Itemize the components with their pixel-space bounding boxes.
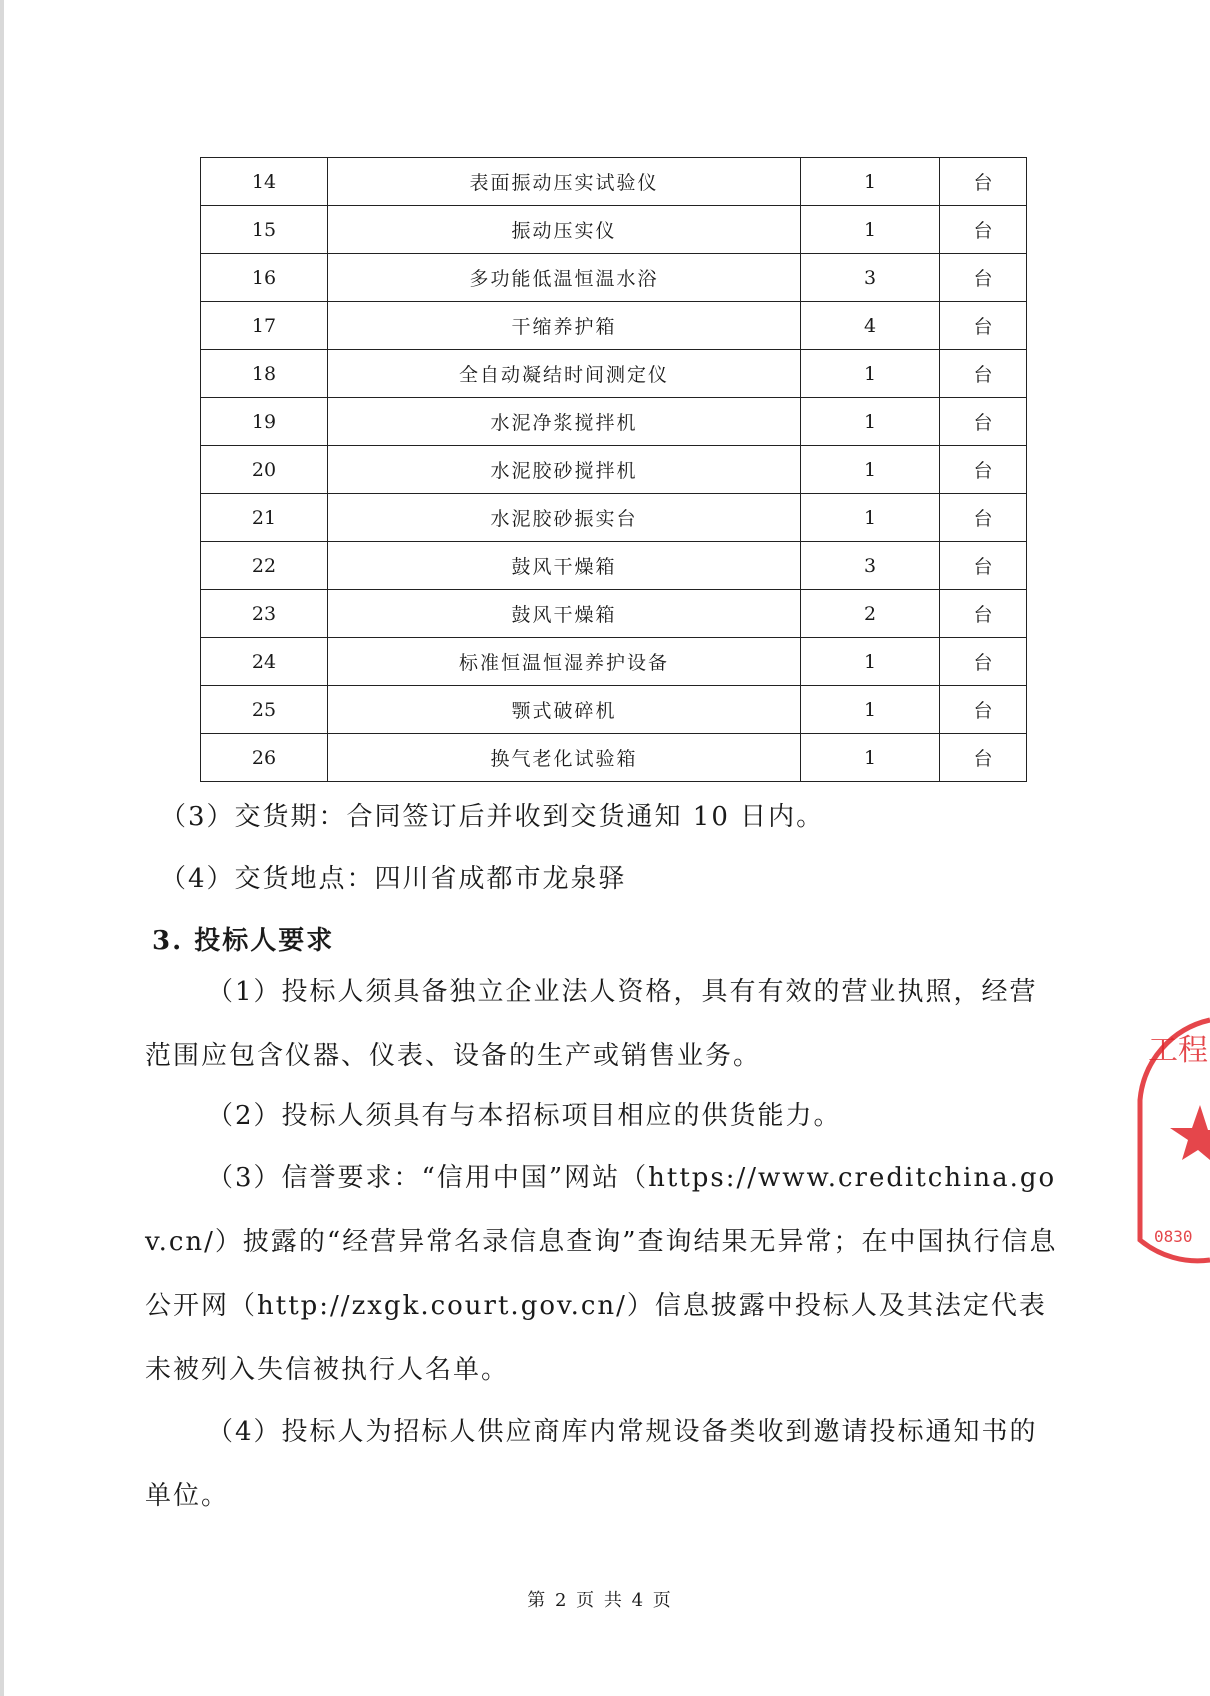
equipment-table bbox=[200, 157, 1027, 782]
row-number: 21 bbox=[201, 494, 328, 542]
page-edge bbox=[0, 0, 4, 1696]
equipment-name: 振动压实仪 bbox=[328, 206, 801, 254]
requirement-2: （2）投标人须具有与本招标项目相应的供货能力。 bbox=[207, 1101, 842, 1131]
unit: 台 bbox=[940, 206, 1027, 254]
row-number: 23 bbox=[201, 590, 328, 638]
quantity: 1 bbox=[801, 734, 940, 782]
quantity: 1 bbox=[801, 638, 940, 686]
quantity: 1 bbox=[801, 158, 940, 206]
quantity: 4 bbox=[801, 302, 940, 350]
requirement-4: （4）投标人为招标人供应商库内常规设备类收到邀请投标通知书的单位。 bbox=[145, 1417, 1038, 1511]
unit: 台 bbox=[940, 494, 1027, 542]
delivery-period: （3）交货期：合同签订后并收到交货通知 10 日内。 bbox=[160, 802, 825, 832]
row-number: 16 bbox=[201, 254, 328, 302]
equipment-name: 水泥胶砂搅拌机 bbox=[328, 446, 801, 494]
table-row bbox=[201, 158, 1027, 206]
row-number: 15 bbox=[201, 206, 328, 254]
unit: 台 bbox=[940, 158, 1027, 206]
section-heading: 3. 投标人要求 bbox=[152, 926, 335, 956]
table-row bbox=[201, 638, 1027, 686]
equipment-name: 干缩养护箱 bbox=[328, 302, 801, 350]
table-row bbox=[201, 686, 1027, 734]
row-number: 19 bbox=[201, 398, 328, 446]
row-number: 22 bbox=[201, 542, 328, 590]
seal-code: 0830 bbox=[1154, 1227, 1193, 1246]
quantity: 1 bbox=[801, 350, 940, 398]
table-row bbox=[201, 494, 1027, 542]
table-row bbox=[201, 302, 1027, 350]
equipment-name: 表面振动压实试验仪 bbox=[328, 158, 801, 206]
equipment-name: 标准恒温恒湿养护设备 bbox=[328, 638, 801, 686]
company-seal bbox=[1140, 1010, 1210, 1270]
seal-text: 工程 bbox=[1148, 1033, 1208, 1068]
equipment-name: 鼓风干燥箱 bbox=[328, 590, 801, 638]
equipment-name: 颚式破碎机 bbox=[328, 686, 801, 734]
table-row bbox=[201, 542, 1027, 590]
equipment-name: 全自动凝结时间测定仪 bbox=[328, 350, 801, 398]
quantity: 1 bbox=[801, 494, 940, 542]
equipment-name: 鼓风干燥箱 bbox=[328, 542, 801, 590]
equipment-name: 多功能低温恒温水浴 bbox=[328, 254, 801, 302]
unit: 台 bbox=[940, 734, 1027, 782]
row-number: 14 bbox=[201, 158, 328, 206]
unit: 台 bbox=[940, 446, 1027, 494]
equipment-name: 水泥净浆搅拌机 bbox=[328, 398, 801, 446]
table-row bbox=[201, 734, 1027, 782]
row-number: 26 bbox=[201, 734, 328, 782]
table-row bbox=[201, 350, 1027, 398]
quantity: 3 bbox=[801, 254, 940, 302]
unit: 台 bbox=[940, 542, 1027, 590]
unit: 台 bbox=[940, 590, 1027, 638]
requirement-1: （1）投标人须具备独立企业法人资格，具有有效的营业执照，经营范围应包含仪器、仪表、设备的生产或销售业务。 bbox=[145, 977, 1038, 1071]
table-row bbox=[201, 398, 1027, 446]
row-number: 20 bbox=[201, 446, 328, 494]
equipment-name: 换气老化试验箱 bbox=[328, 734, 801, 782]
row-number: 18 bbox=[201, 350, 328, 398]
quantity: 3 bbox=[801, 542, 940, 590]
equipment-table-body bbox=[201, 158, 1027, 782]
table-row bbox=[201, 590, 1027, 638]
quantity: 1 bbox=[801, 398, 940, 446]
table-row bbox=[201, 206, 1027, 254]
unit: 台 bbox=[940, 254, 1027, 302]
seal-star bbox=[1170, 1105, 1210, 1160]
unit: 台 bbox=[940, 638, 1027, 686]
row-number: 17 bbox=[201, 302, 328, 350]
unit: 台 bbox=[940, 686, 1027, 734]
row-number: 24 bbox=[201, 638, 328, 686]
quantity: 1 bbox=[801, 686, 940, 734]
quantity: 2 bbox=[801, 590, 940, 638]
quantity: 1 bbox=[801, 446, 940, 494]
delivery-location: （4）交货地点：四川省成都市龙泉驿 bbox=[160, 864, 627, 894]
unit: 台 bbox=[940, 398, 1027, 446]
equipment-name: 水泥胶砂振实台 bbox=[328, 494, 801, 542]
page-footer: 第 2 页 共 4 页 bbox=[527, 1590, 673, 1611]
unit: 台 bbox=[940, 350, 1027, 398]
unit: 台 bbox=[940, 302, 1027, 350]
table-row bbox=[201, 254, 1027, 302]
row-number: 25 bbox=[201, 686, 328, 734]
requirement-3: （3）信誉要求：“信用中国”网站（https://www.creditchina.gov.cn/）披露的“经营异常名录信息查询”查询结果无异常；在中国执行信息公开网（http://zxgk.court.gov.cn/）信息披露中投标人及其法定代表未被列入失信被执行人名单。 bbox=[145, 1163, 1058, 1385]
table-row bbox=[201, 446, 1027, 494]
quantity: 1 bbox=[801, 206, 940, 254]
